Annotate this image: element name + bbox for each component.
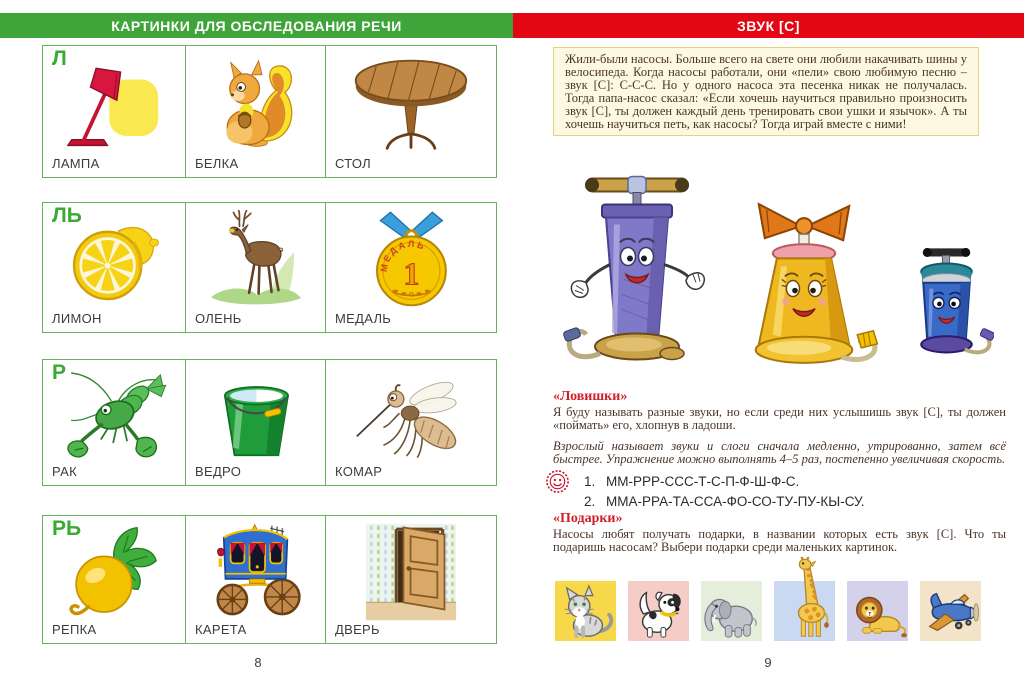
gift-cat — [555, 581, 616, 641]
picture-cell — [326, 203, 496, 332]
podarki-text: Насосы любят получать подарки, в названии которых есть звук [С]. Что ты подаришь насосам? Выбери подарки среди маленьких картинок. — [553, 527, 1006, 555]
picture-label: ОЛЕНЬ — [195, 311, 242, 326]
smiley-stamp-icon — [545, 469, 570, 499]
picture-row-l — [42, 45, 497, 178]
right-header-label: ЗВУК [С] — [737, 17, 800, 34]
row-letter: РЬ — [52, 517, 82, 540]
picture-label: ДВЕРЬ — [335, 622, 380, 637]
crayfish-icon — [56, 366, 172, 464]
door-icon — [363, 522, 459, 622]
lovishki-note: Взрослый называет звуки и слоги сначала медленно, утрированно, затем всё быстрее. Упражнение можно выполнять 4–5 раз, постепенно увеличивая скорость. — [553, 439, 1006, 467]
picture-row-r-soft — [42, 515, 497, 644]
mama-pump-icon — [728, 196, 880, 387]
exercise-number: 2. — [584, 494, 596, 509]
picture-label: ВЕДРО — [195, 464, 242, 479]
picture-label: РЕПКА — [52, 622, 97, 637]
lovishki-text: Я буду называть разные звуки, но если среди них услышишь звук [С], ты должен «поймать» его, хлопнув в ладоши. — [553, 405, 1006, 433]
gift-giraffe — [774, 581, 835, 641]
lamp-icon — [62, 57, 166, 151]
right-page-header — [513, 13, 1024, 38]
exercise-number: 1. — [584, 474, 596, 489]
left-page-header — [0, 13, 513, 38]
story-box — [553, 47, 979, 136]
exercise-item — [584, 492, 865, 512]
medal-text: МЕДАЛЬ — [378, 238, 428, 273]
picture-label: КОМАР — [335, 464, 383, 479]
squirrel-icon — [208, 53, 304, 155]
picture-label: РАК — [52, 464, 77, 479]
picture-cell — [43, 360, 186, 485]
gift-dog — [628, 581, 689, 641]
picture-label: СТОЛ — [335, 156, 372, 171]
picture-cell — [43, 203, 186, 332]
exercise-list — [584, 472, 865, 512]
picture-cell — [326, 360, 496, 485]
bucket-icon — [210, 367, 302, 463]
picture-label: ЛАМПА — [52, 156, 100, 171]
left-page-number: 8 — [254, 655, 262, 670]
gift-airplane — [920, 581, 981, 641]
cat-icon — [557, 583, 615, 641]
baby-pump-icon — [898, 238, 994, 385]
exercise-item — [584, 472, 865, 492]
picture-cell — [43, 46, 186, 177]
picture-cell — [186, 516, 326, 643]
gift-lion — [847, 581, 908, 641]
picture-row-l-soft — [42, 202, 497, 333]
picture-label: ЛИМОН — [52, 311, 102, 326]
picture-cell — [186, 46, 326, 177]
airplane-icon — [922, 583, 980, 641]
left-header-label: КАРТИНКИ ДЛЯ ОБСЛЕДОВАНИЯ РЕЧИ — [111, 17, 402, 34]
dog-icon — [630, 583, 688, 641]
picture-label: БЕЛКА — [195, 156, 239, 171]
medal-icon — [367, 207, 455, 313]
papa-pump-icon — [562, 163, 712, 386]
picture-row-r — [42, 359, 497, 486]
medal-digit: 1 — [403, 256, 420, 292]
gift-elephant — [701, 581, 762, 641]
right-page-number: 9 — [764, 655, 772, 670]
table-icon — [349, 54, 473, 154]
picture-cell — [186, 360, 326, 485]
giraffe-icon — [777, 555, 833, 641]
mosquito-icon — [353, 367, 469, 463]
podarki-title: «Подарки» — [553, 511, 623, 526]
exercise-text: ММА-РРА-ТА-ССА-ФО-СО-ТУ-ПУ-КЫ-СУ. — [606, 494, 865, 509]
picture-label: КАРЕТА — [195, 622, 247, 637]
story-text: Жили-были насосы. Больше всего на свете они любили накачивать шины у велосипеда. Когда насосы работали, они «пели» свою любимую песню – звук [С]: С-С-С. Но у одного насоса эта песенка никак не получалась. Тогда папа-насос сказал: «Если хочешь научиться правильно произносить звук [С], ты должен каждый день тренировать свои ушки и язычок». А ты хочешь научиться петь, как насосы? Тогда играй вместе с ними! — [565, 52, 967, 132]
row-letter: Р — [52, 361, 67, 384]
picture-cell — [326, 46, 496, 177]
carriage-icon — [198, 523, 314, 621]
picture-label: МЕДАЛЬ — [335, 311, 392, 326]
elephant-icon — [703, 583, 761, 641]
exercise-text: ММ-РРР-ССС-Т-С-П-Ф-Ш-Ф-С. — [606, 474, 800, 489]
picture-cell — [326, 516, 496, 643]
row-letter: Л — [52, 47, 67, 70]
lovishki-title: «Ловишки» — [553, 389, 628, 404]
picture-cell — [43, 516, 186, 643]
picture-cell — [186, 203, 326, 332]
lion-icon — [849, 583, 907, 641]
deer-icon — [204, 209, 308, 311]
row-letter: ЛЬ — [52, 204, 82, 227]
